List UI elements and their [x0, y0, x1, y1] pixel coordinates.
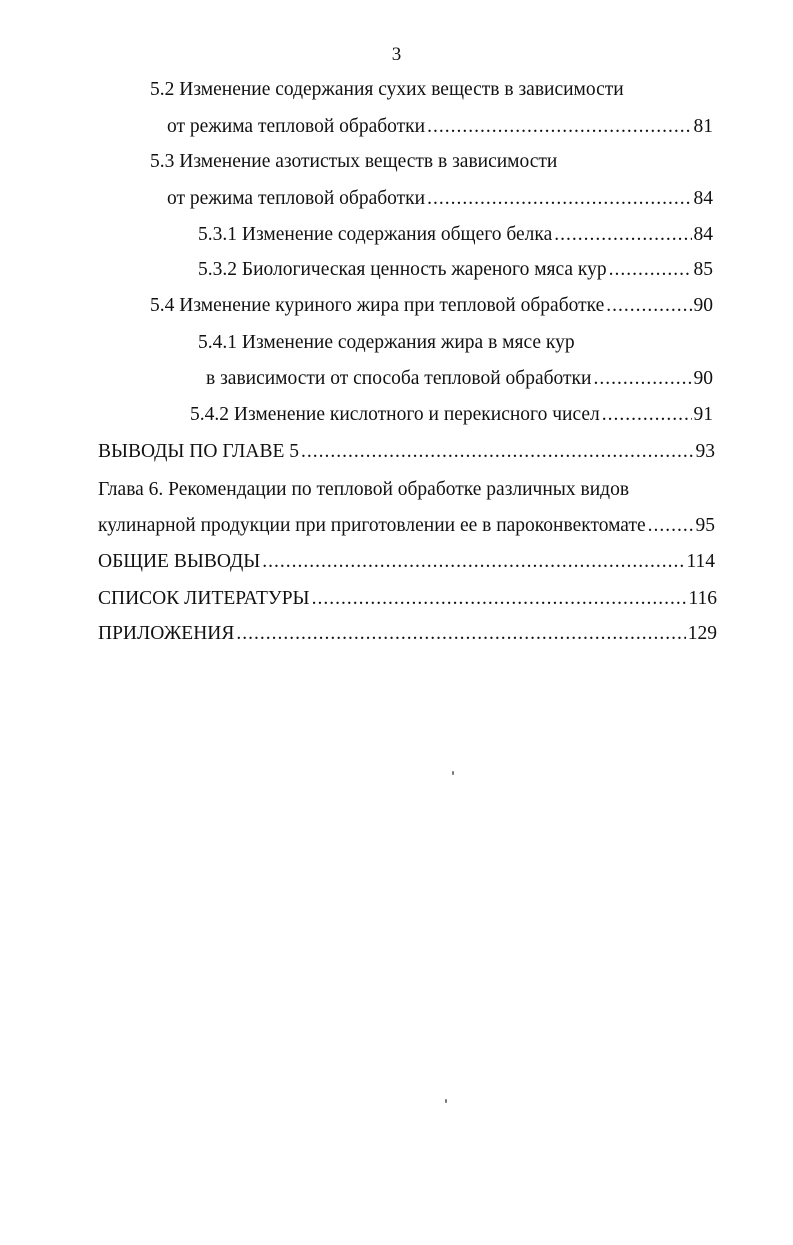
dot-leader [262, 550, 684, 574]
toc-5-4-text: 5.4 Изменение куриного жира при тепловой обработке [150, 295, 605, 316]
toc-5-4-1-line2: в зависимости от способа тепловой обработки [206, 368, 592, 389]
toc-5-3-2-text: 5.3.2 Биологическая ценность жареного мяса кур [198, 259, 607, 280]
dot-leader [301, 440, 693, 464]
toc-5-2-line2: от режима тепловой обработки [167, 116, 426, 137]
toc-entry-general-conclusions[interactable] [98, 550, 715, 574]
toc-chapter6-page: 95 [695, 515, 715, 536]
toc-5-4-1-page: 90 [693, 368, 713, 389]
toc-general-conclusions-page: 114 [686, 551, 715, 572]
toc-entry-conclusions-ch5[interactable] [98, 440, 715, 464]
toc-entry-5-3-1[interactable] [198, 223, 713, 247]
dot-leader [602, 403, 692, 427]
toc-entry-5-4-2[interactable] [190, 403, 713, 427]
toc-5-4-page: 90 [693, 295, 713, 316]
toc-5-2-line1: 5.2 Изменение содержания сухих веществ в зависимости [150, 79, 624, 100]
toc-entry-5-3-2[interactable] [198, 258, 713, 282]
toc-5-3-1-page: 84 [693, 224, 713, 245]
dot-leader [236, 622, 685, 646]
toc-conclusions-ch5-page: 93 [695, 441, 715, 462]
toc-5-4-2-page: 91 [693, 404, 713, 425]
scan-speck [445, 1099, 447, 1103]
toc-5-3-line2: от режима тепловой обработки [167, 188, 426, 209]
toc-entry-appendices[interactable] [98, 622, 717, 646]
dot-leader [427, 115, 691, 139]
scan-speck [452, 771, 454, 775]
toc-general-conclusions-text: ОБЩИЕ ВЫВОДЫ [98, 551, 261, 572]
dot-leader [593, 367, 691, 391]
toc-5-3-1-text: 5.3.1 Изменение содержания общего белка [198, 224, 553, 245]
dot-leader [312, 587, 687, 611]
page-number: 3 [391, 44, 402, 65]
toc-5-4-1-line1: 5.4.1 Изменение содержания жира в мясе кур [198, 332, 575, 353]
toc-entry-5-2[interactable] [167, 115, 713, 139]
toc-entry-5-3[interactable] [167, 187, 713, 211]
toc-entry-references[interactable] [98, 587, 717, 611]
toc-entry-5-4[interactable] [150, 294, 713, 318]
dot-leader [606, 294, 691, 318]
toc-references-text: СПИСОК ЛИТЕРАТУРЫ [98, 588, 310, 609]
dot-leader [609, 258, 692, 282]
toc-5-3-page: 84 [693, 188, 713, 209]
toc-5-4-2-text: 5.4.2 Изменение кислотного и перекисного чисел [190, 404, 600, 425]
toc-conclusions-ch5-text: ВЫВОДЫ ПО ГЛАВЕ 5 [98, 441, 300, 462]
toc-appendices-page: 129 [687, 623, 717, 644]
dot-leader [427, 187, 691, 211]
toc-appendices-text: ПРИЛОЖЕНИЯ [98, 623, 235, 644]
toc-chapter6-line1: Глава 6. Рекомендации по тепловой обработке различных видов [98, 479, 630, 500]
toc-5-2-page: 81 [693, 116, 713, 137]
toc-5-3-2-page: 85 [693, 259, 713, 280]
dot-leader [648, 514, 694, 538]
dot-leader [554, 223, 691, 247]
toc-5-3-line1: 5.3 Изменение азотистых веществ в зависимости [150, 151, 558, 172]
toc-chapter6-line2: кулинарной продукции при приготовлении ее в пароконвектомате [98, 515, 646, 536]
toc-entry-5-4-1[interactable] [206, 367, 713, 391]
toc-references-page: 116 [688, 588, 717, 609]
toc-entry-chapter6[interactable] [98, 514, 715, 538]
